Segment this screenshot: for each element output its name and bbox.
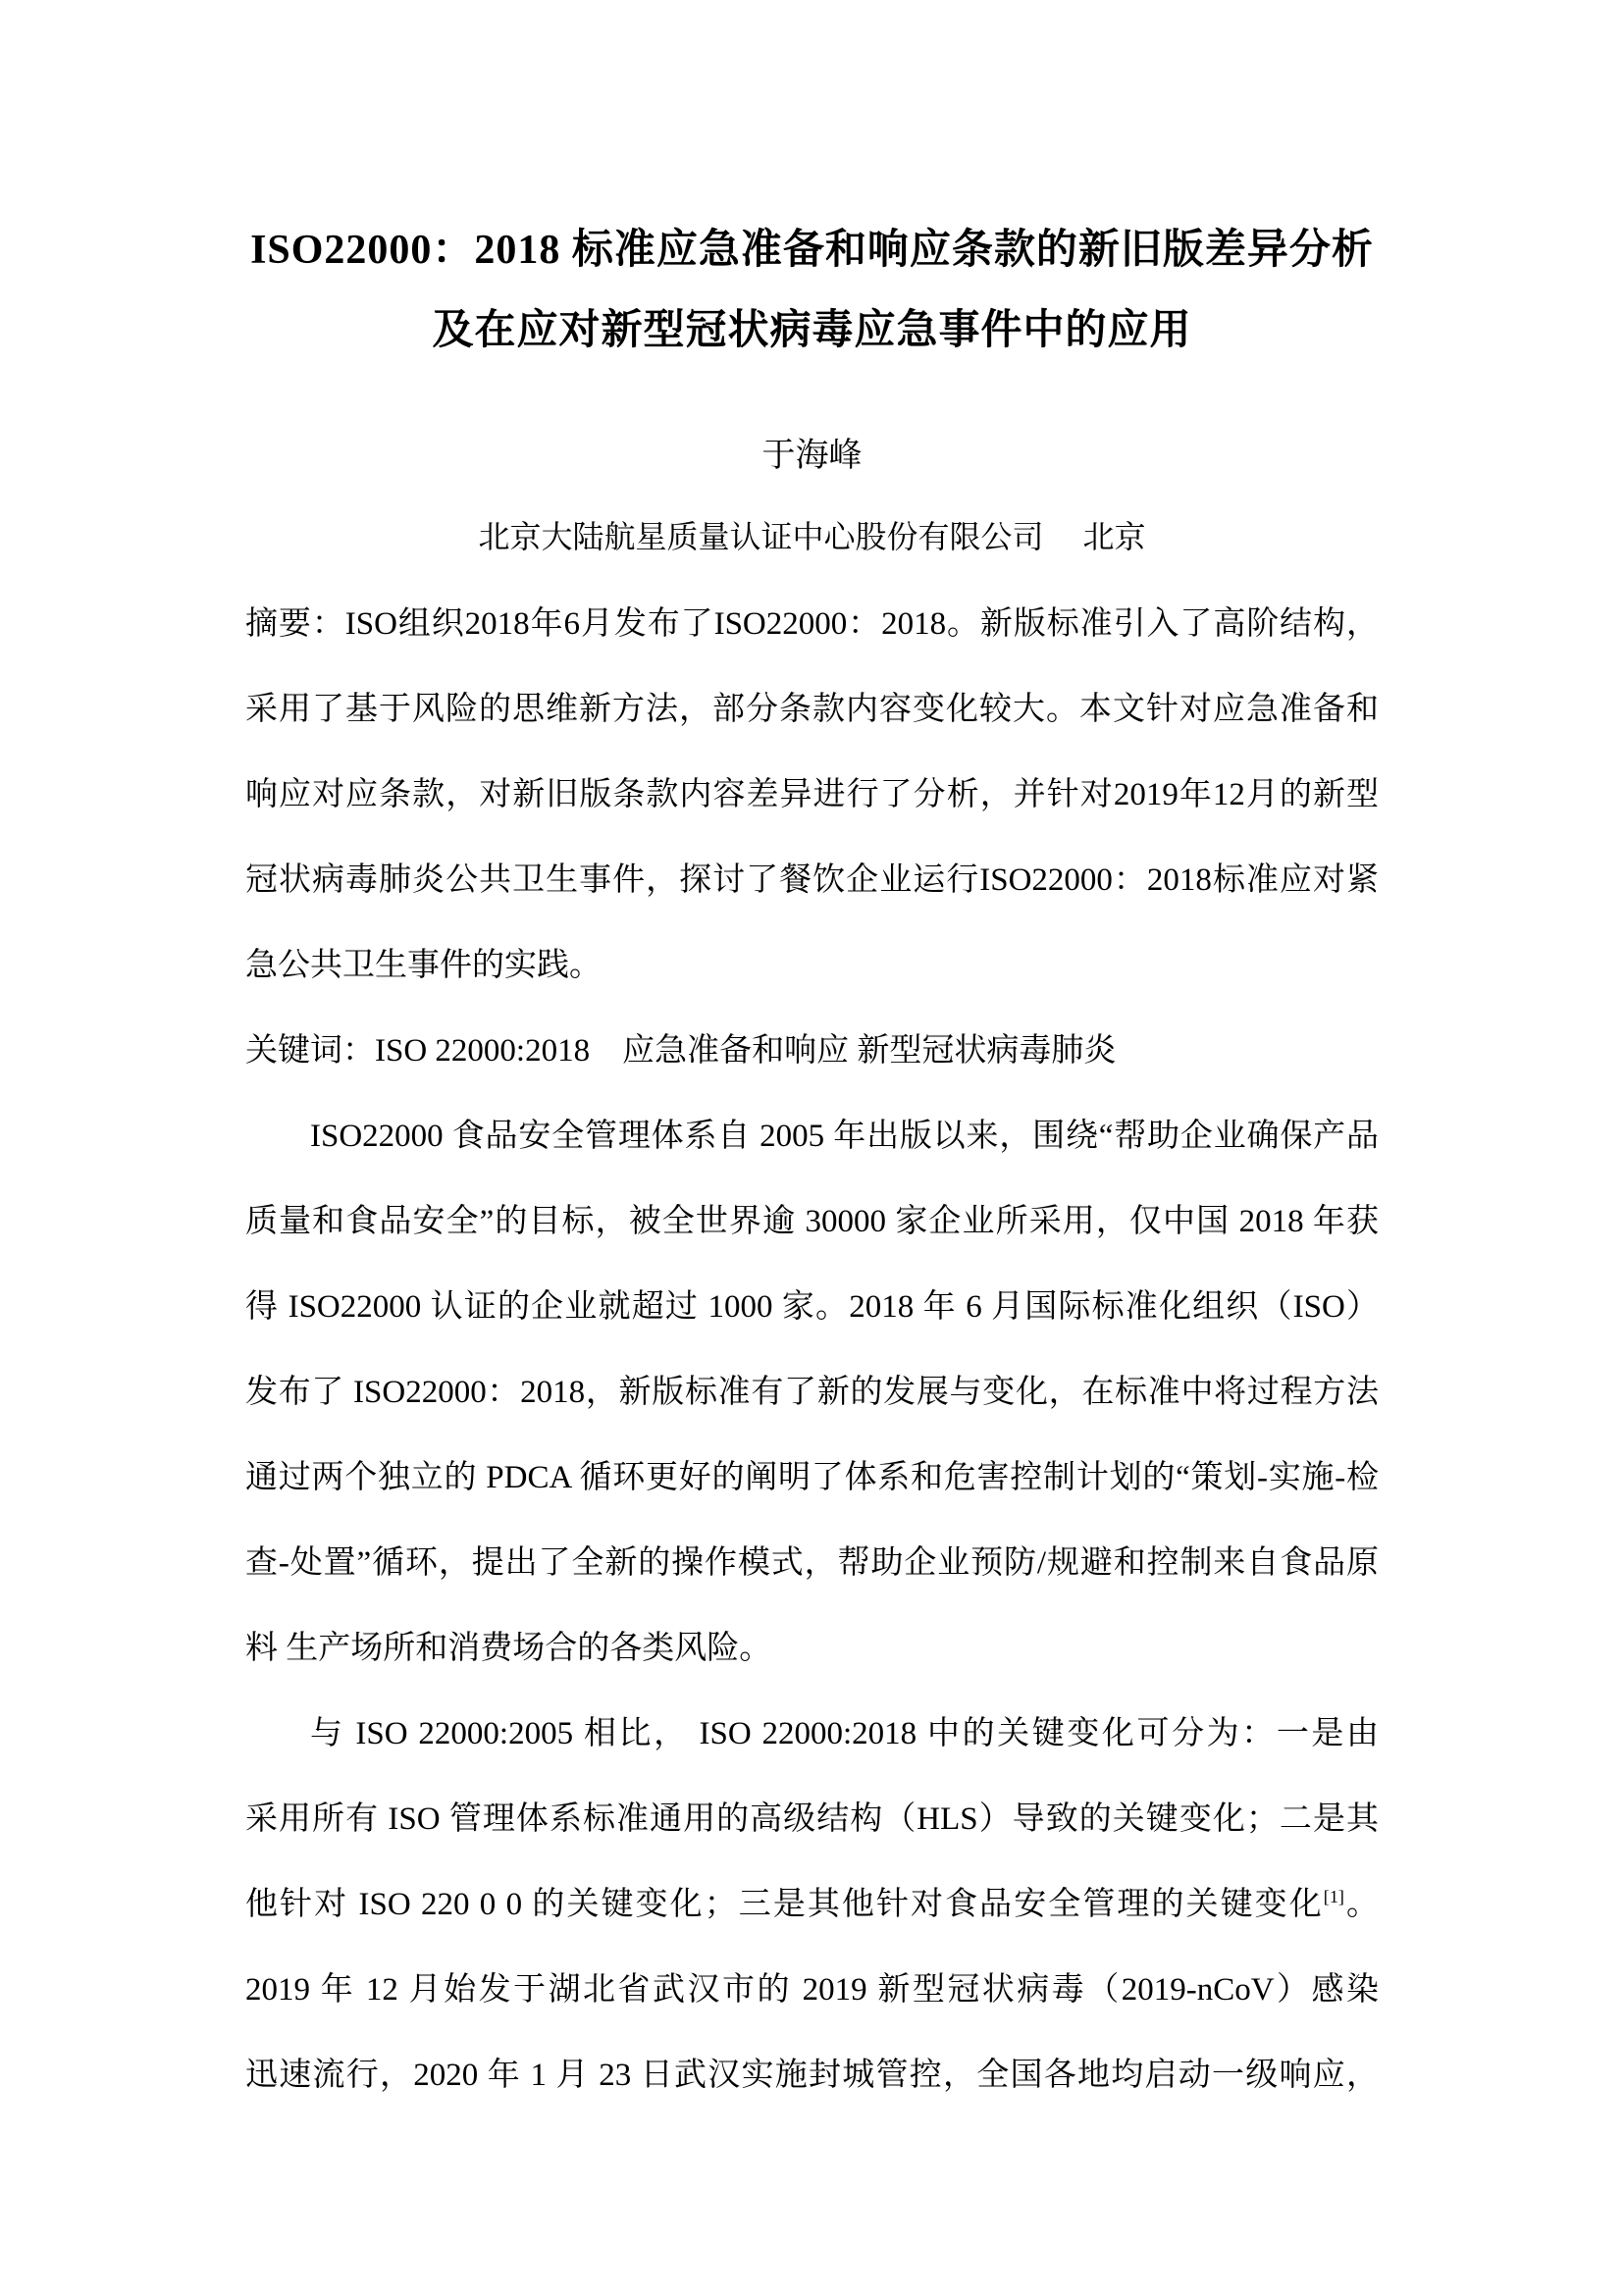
abstract-line: 急公共卫生事件的实践。 (245, 948, 602, 983)
body-text (245, 582, 1379, 2118)
paragraph-text: 他针对 ISO 220 0 0 的关键变化；三是其他针对食品安全管理的关键变化 (245, 1887, 1324, 1922)
abstract-line: 采用了基于风险的思维新方法，部分条款内容变化较大。本文针对应急准备和 (245, 692, 1379, 727)
paragraph-text: 。 (1343, 1887, 1379, 1922)
paragraph-line (245, 1862, 1379, 1948)
author-name: 于海峰 (761, 438, 863, 474)
paragraph-line: 料 生产场所和消费场合的各类风险。 (245, 1631, 772, 1666)
paragraph-line: 迅速流行，2020 年 1 月 23 日武汉实施封城管控，全国各地均启动一级响应， (245, 2058, 1379, 2093)
author-affiliation: 北京大陆航星质量认证中心股份有限公司 北京 (478, 519, 1146, 554)
paragraph-line: 查-处置”循环，提出了全新的操作模式，帮助企业预防/规避和控制来自食品原 (245, 1545, 1379, 1581)
abstract-line: 冠状病毒肺炎公共卫生事件，探讨了餐饮企业运行ISO22000：2018标准应对紧 (245, 862, 1379, 898)
title-line-2: 及在应对新型冠状病毒应急事件中的应用 (432, 308, 1192, 353)
paragraph-line: ISO22000 食品安全管理体系自 2005 年出版以来，围绕“帮助企业确保产品 (310, 1119, 1379, 1154)
paragraph-line: 2019 年 12 月始发于湖北省武汉市的 2019 新型冠状病毒（2019-nCoV）感染 (245, 1972, 1379, 2008)
byline-block (245, 416, 1379, 577)
page-content (245, 0, 1379, 2118)
keywords-line: 关键词：ISO 22000:2018 应急准备和响应 新型冠状病毒肺炎 (245, 1033, 1117, 1069)
paragraph-line: 与 ISO 22000:2005 相比， ISO 22000:2018 中的关键变化可分为：一是由 (310, 1716, 1379, 1751)
footnote-reference: [1] (1323, 1887, 1344, 1906)
paper-title (245, 210, 1379, 371)
paragraph-line: 得 ISO22000 认证的企业就超过 1000 家。2018 年 6 月国际标准化组织（ISO） (245, 1289, 1379, 1325)
title-line-1: ISO22000：2018 标准应急准备和响应条款的新旧版差异分析 (250, 228, 1374, 273)
paragraph-line: 采用所有 ISO 管理体系标准通用的高级结构（HLS）导致的关键变化；二是其 (245, 1801, 1379, 1837)
paragraph-line: 通过两个独立的 PDCA 循环更好的阐明了体系和危害控制计划的“策划-实施-检 (245, 1460, 1379, 1495)
paragraph-line: 发布了 ISO22000：2018，新版标准有了新的发展与变化，在标准中将过程方法 (245, 1375, 1379, 1410)
abstract-line: 响应对应条款，对新旧版条款内容差异进行了分析，并针对2019年12月的新型 (245, 777, 1379, 812)
paragraph-line: 质量和食品安全”的目标，被全世界逾 30000 家企业所采用，仅中国 2018 年获 (245, 1204, 1379, 1239)
abstract-line: 摘要：ISO组织2018年6月发布了ISO22000：2018。新版标准引入了高阶结构， (245, 606, 1379, 642)
